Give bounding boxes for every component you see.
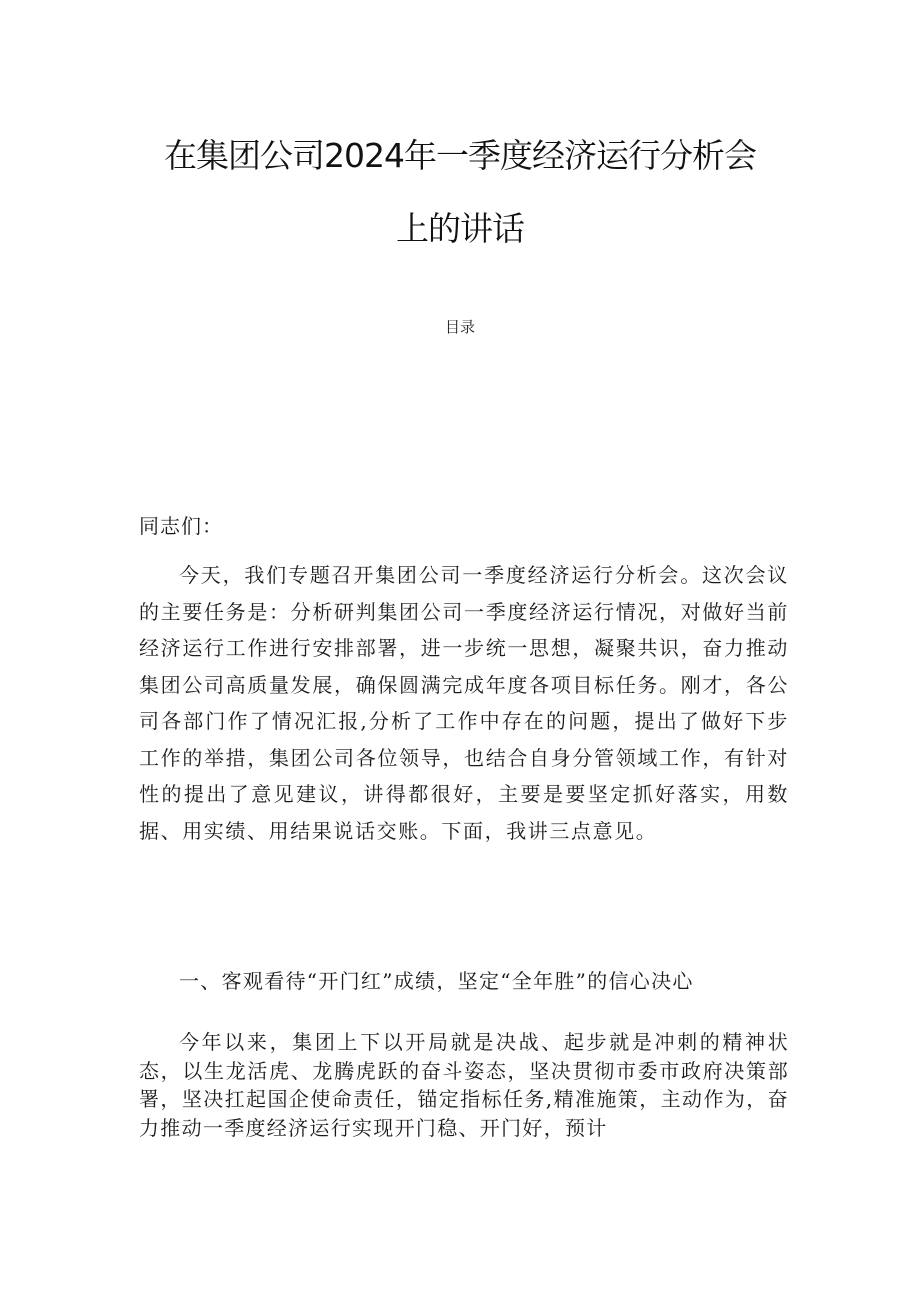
paragraph-1: 今天，我们专题召开集团公司一季度经济运行分析会。这次会议的主要任务是：分析研判集团公司一季度经济运行情况，对做好当前经济运行工作进行安排部署，进一步统一思想，凝聚共识，奋力推动集团公司高质量发展，确保圆满完成年度各项目标任务。刚才，各公司各部门作了情况汇报,分析了工作中存在的问题，提出了做好下步工作的举措，集团公司各位领导，也结合自身分管领域工作，有针对性的提出了意见建议，讲得都很好，主要是要坚定抓好落实，用数据、用实绩、用结果说话交账。下面，我讲三点意见。 — [139, 563, 789, 843]
document-title-line-2: 上的讲话 — [396, 209, 524, 248]
salutation: 同志们： — [139, 514, 223, 538]
document-title-line-1: 在集团公司2024年一季度经济运行分析会 — [164, 136, 756, 175]
paragraph-2: 今年以来，集团上下以开局就是决战、起步就是冲刺的精神状态，以生龙活虎、龙腾虎跃的奋斗姿态，坚决贯彻市委市政府决策部署，坚决扛起国企使命责任，锚定指标任务,精准施策，主动作为，奋力推动一季度经济运行实现开门稳、开门好，预计 — [139, 1030, 789, 1140]
section-heading-1: 一、客观看待“开门红”成绩，坚定“全年胜”的信心决心 — [179, 969, 694, 993]
table-of-contents-label: 目录 — [444, 318, 475, 336]
